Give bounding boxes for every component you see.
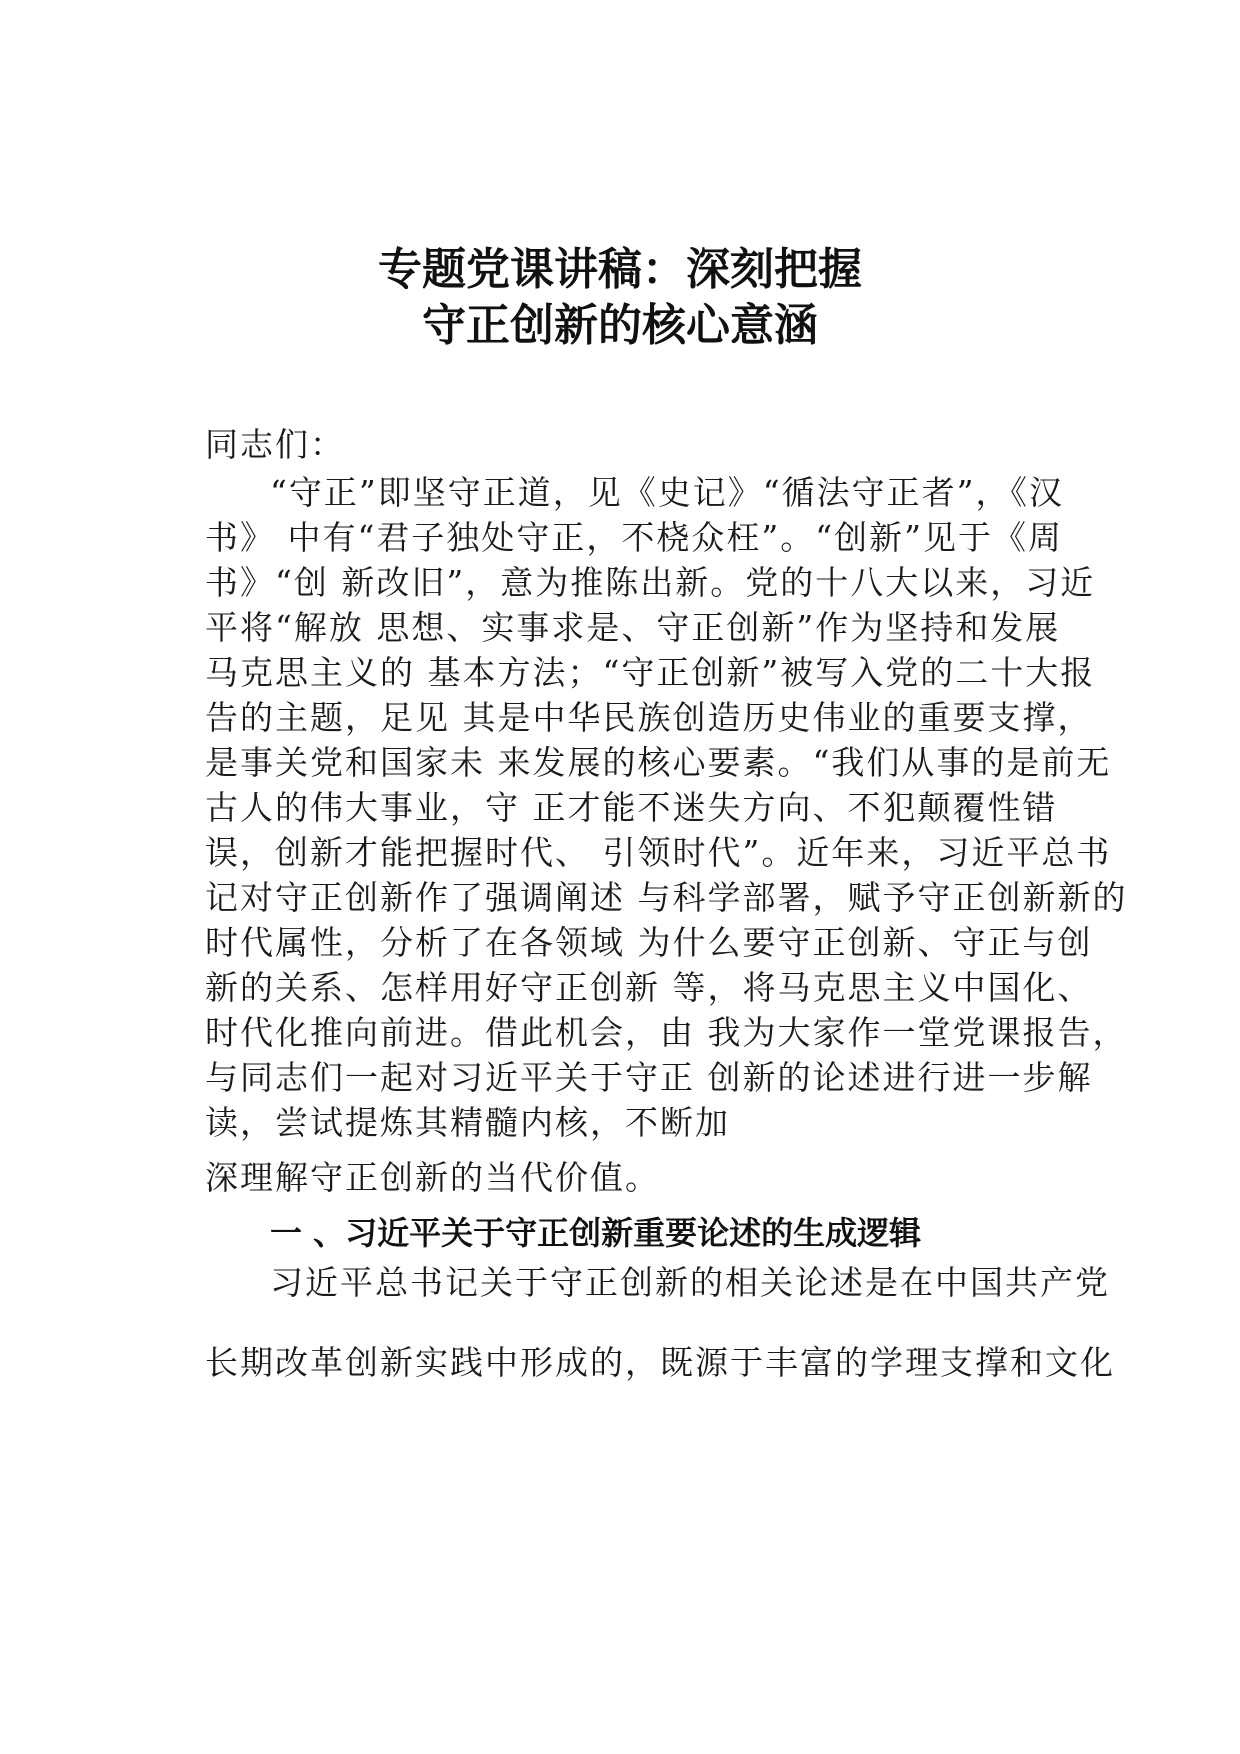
paragraph-line: 时代化推向前进。借此机会，由 我为大家作一堂党课报告，: [205, 1013, 1128, 1052]
paragraph-line: 时代属性，分析了在各领域 为什么要守正创新、守正与创: [205, 923, 1093, 962]
paragraph-line: 记对守正创新作了强调阐述 与科学部署，赋予守正创新新的: [205, 878, 1128, 917]
paragraph-line: 习近平总书记关于守正创新的相关论述是在中国共产党: [270, 1263, 1110, 1302]
paragraph-line: 马克思主义的 基本方法；“守正创新”被写入党的二十大报: [205, 653, 1096, 692]
paragraph-line: 深理解守正创新的当代价值。: [205, 1158, 660, 1197]
paragraph-line: 告的主题，足见 其是中华民族创造历史伟业的重要支撑，: [205, 698, 1093, 737]
document-title-line-1: 专题党课讲稿：深刻把握: [378, 244, 862, 295]
paragraph-line: 读，尝试提炼其精髓内核，不断加: [205, 1103, 730, 1142]
paragraph-line: 误，创新才能把握时代、 引领时代”。近年来，习近平总书: [205, 833, 1112, 872]
paragraph-line: 书》 中有“君子独处守正，不桡众枉”。“创新”见于《周: [205, 518, 1063, 557]
paragraph-line: 古人的伟大事业，守 正才能不迷失方向、不犯颠覆性错: [205, 788, 1058, 827]
paragraph-line: 长期改革创新实践中形成的，既源于丰富的学理支撑和文化: [205, 1343, 1115, 1382]
paragraph-line: 是事关党和国家未 来发展的核心要素。“我们从事的是前无: [205, 743, 1112, 782]
paragraph-line: 新的关系、怎样用好守正创新 等，将马克思主义中国化、: [205, 968, 1093, 1007]
paragraph-line: 书》“创 新改旧”，意为推陈出新。党的十八大以来，习近: [205, 563, 1096, 602]
salutation: 同志们：: [205, 425, 345, 464]
section-heading: 一 、习近平关于守正创新重要论述的生成逻辑: [270, 1214, 922, 1252]
paragraph-line: 与同志们一起对习近平关于守正 创新的论述进行进一步解: [205, 1058, 1093, 1097]
document-title-line-2: 守正创新的核心意涵: [422, 300, 818, 351]
paragraph-line: 平将“解放 思想、实事求是、守正创新”作为坚持和发展: [205, 608, 1061, 647]
paragraph-line: “守正”即坚守正道，见《史记》“循法守正者”，《汉: [270, 473, 1064, 512]
